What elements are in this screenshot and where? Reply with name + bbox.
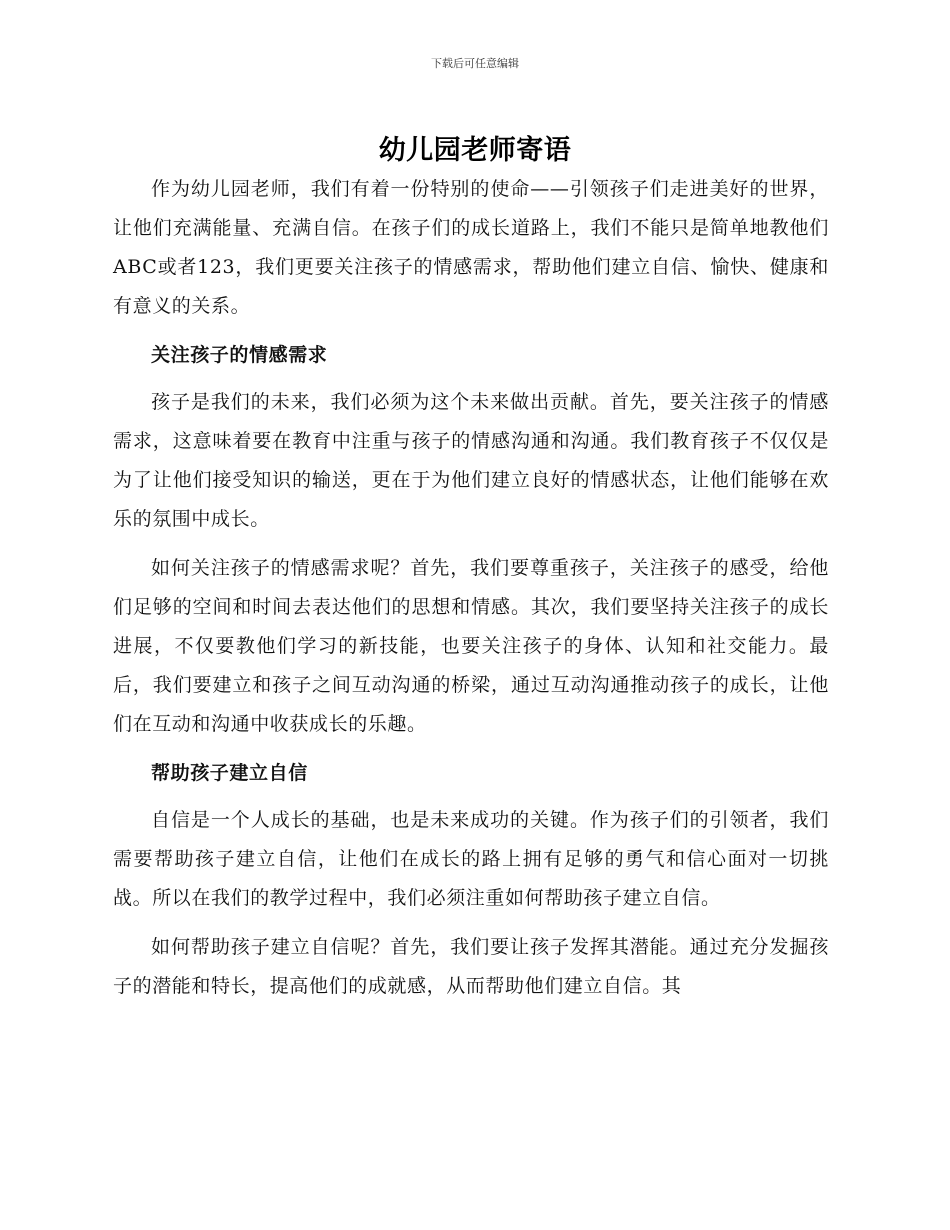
paragraph-confidence-1: 自信是一个人成长的基础，也是未来成功的关键。作为孩子们的引领者，我们需要帮助孩子建立自信，让他们在成长的路上拥有足够的勇气和信心面对一切挑战。所以在我们的教学过程中，我们必须注重如何帮助孩子建立自信。 xyxy=(113,809,829,909)
paragraph-emotional-needs-1: 孩子是我们的未来，我们必须为这个未来做出贡献。首先，要关注孩子的情感需求，这意味着要在教育中注重与孩子的情感沟通和沟通。我们教育孩子不仅仅是为了让他们接受知识的输送，更在于为他们建立良好的情感状态，让他们能够在欢乐的氛围中成长。 xyxy=(113,391,829,530)
paragraph-emotional-needs-2: 如何关注孩子的情感需求呢？首先，我们要尊重孩子，关注孩子的感受，给他们足够的空间和时间去表达他们的思想和情感。其次，我们要坚持关注孩子的成长进展，不仅要教他们学习的新技能，也要关注孩子的身体、认知和社交能力。最后，我们要建立和孩子之间互动沟通的桥梁，通过互动沟通推动孩子的成长，让他们在互动和沟通中收获成长的乐趣。 xyxy=(113,557,829,735)
section-heading-emotional-needs: 关注孩子的情感需求 xyxy=(151,344,328,366)
header-note: 下载后可任意编辑 xyxy=(431,57,519,70)
section-heading-confidence: 帮助孩子建立自信 xyxy=(151,762,308,784)
document-body xyxy=(113,170,829,1016)
paragraph-confidence-2: 如何帮助孩子建立自信呢？首先，我们要让孩子发挥其潜能。通过充分发掘孩子的潜能和特长，提高他们的成就感，从而帮助他们建立自信。其 xyxy=(113,936,829,997)
intro-paragraph: 作为幼儿园老师，我们有着一份特别的使命——引领孩子们走进美好的世界，让他们充满能量、充满自信。在孩子们的成长道路上，我们不能只是简单地教他们ABC或者123，我们更要关注孩子的情感需求，帮助他们建立自信、愉快、健康和有意义的关系。 xyxy=(113,178,829,317)
document-title: 幼儿园老师寄语 xyxy=(378,135,572,166)
